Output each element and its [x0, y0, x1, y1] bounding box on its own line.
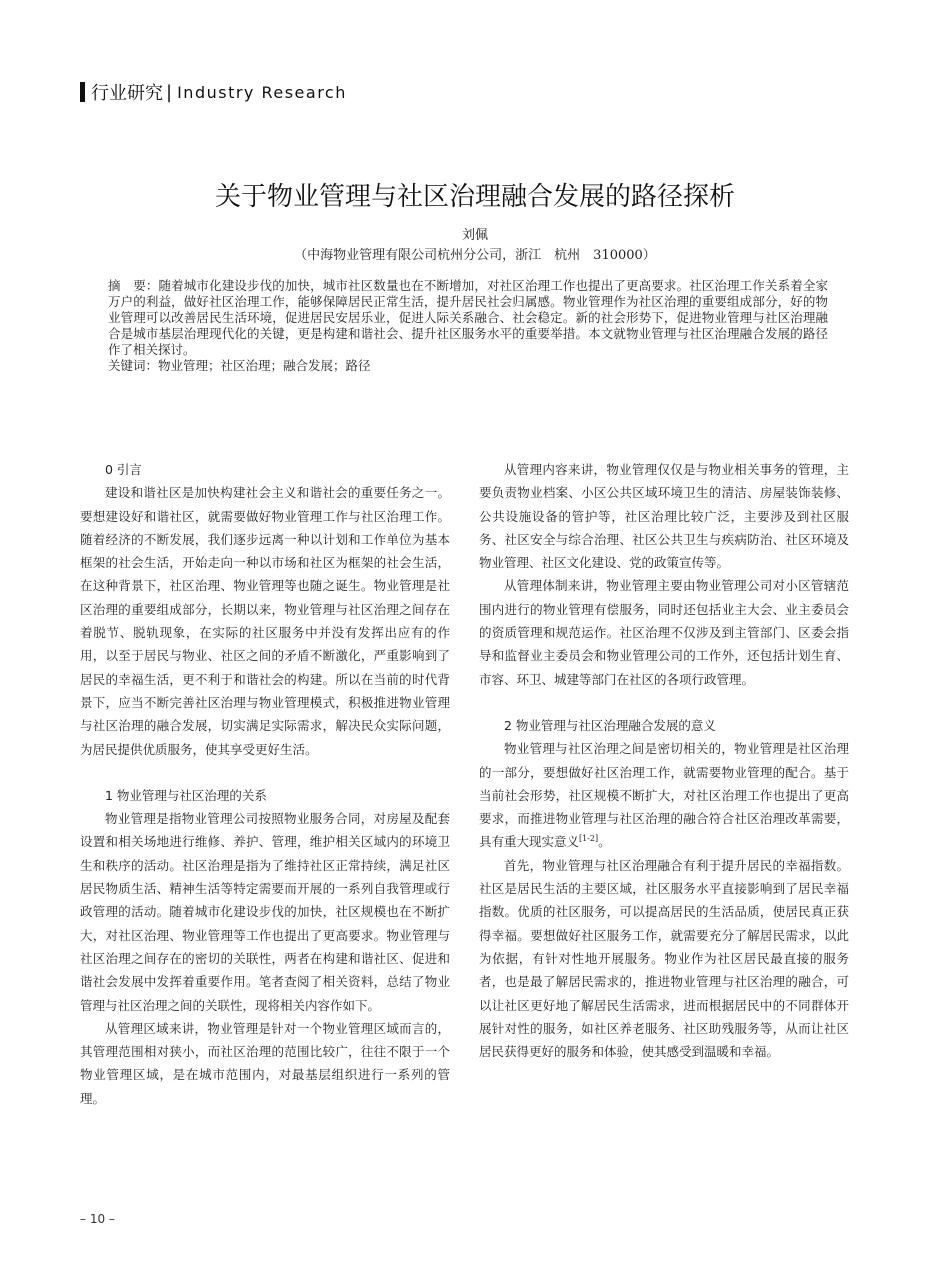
abstract-text: 摘 要：随着城市化建设步伐的加快，城市社区数量也在不断增加，对社区治理工作也提出了更高要求。社区治理工作关系着全家万户的利益，做好社区治理工作，能够保障居民正常生活，提升居民社会归属感。物业管理作为社区治理的重要组成部分，好的物业管理可以改善居民生活环境，促进居民安居乐业，促进人际关系融合、社会稳定。新的社会形势下，促进物业管理与社区治理融合是城市基层治理现代化的关键，更是构建和谐社会、提升社区服务水平的重要举措。本文就物业管理与社区治理融合发展的路径作了相关探讨。 [108, 278, 828, 357]
author: 刘佩 [461, 228, 488, 243]
paragraph: 首先，物业管理与社区治理融合有利于提升居民的幸福指数。社区是居民生活的主要区域，社区服务水平直接影响到了居民幸福指数。优质的社区服务，可以提高居民的生活品质，使居民真正获得幸福。要想做好社区服务工作，就需要充分了解居民需求，以此为依据，有针对性地开展服务。物业作为社区居民最直接的服务者，也是最了解居民需求的，推进物业管理与社区治理的融合，可以让社区更好地了解居民生活需求，进而根据居民中的不同群体开展针对性的服务，如社区养老服务、社区助残服务等，从而让社区居民获得更好的服务和体验，使其感受到温暖和幸福。 [479, 857, 849, 1060]
header-cn: 行业研究 [91, 83, 163, 104]
header-separator: | [166, 81, 173, 103]
paragraph-text: 物业管理与社区治理之间是密切相关的，物业管理是社区治理的一部分，要想做好社区治理工作，就需要物业管理的配合。基于当前社会形势，社区规模不断扩大，对社区治理工作也提出了更高要求，而推进物业管理与社区治理的融合符合社区治理改革需要，具有重大现实意义 [479, 741, 849, 850]
paragraph: 从管理体制来讲，物业管理主要由物业管理公司对小区管辖范围内进行的物业管理有偿服务，同时还包括业主大会、业主委员会的资质管理和规范运作。社区治理不仅涉及到主管部门、区委会指导和监督业主委员会和物业管理公司的工作外，还包括计划生育、市容、环卫、城建等部门在社区的各项行政管理。 [479, 578, 849, 687]
header-bar [80, 82, 85, 102]
paragraph: 从管理内容来讲，物业管理仅仅是与物业相关事务的管理，主要负责物业档案、小区公共区域环境卫生的清洁、房屋装饰装修、公共设施设备的管护等，社区治理比较广泛，主要涉及到社区服务、社区安全与综合治理、社区公共卫生与疾病防治、社区环境及物业管理、社区文化建设、党的政策宣传等。 [479, 462, 849, 571]
abstract-block [108, 278, 828, 374]
affiliation: （中海物业管理有限公司杭州分公司，浙江 杭州 310000） [294, 248, 656, 263]
section-heading-relationship: 1 物业管理与社区治理的关系 [105, 787, 267, 803]
section-header [80, 80, 347, 104]
article-title: 关于物业管理与社区治理融合发展的路径探析 [214, 182, 735, 212]
right-column [479, 458, 849, 1063]
paragraph [479, 737, 849, 853]
paragraph: 物业管理是指物业管理公司按照物业服务合同，对房屋及配套设置和相关场地进行维修、养护、管理，维护相关区域内的环境卫生和秩序的活动。社区治理是指为了维持社区正常持续，满足社区居民物质生活、精神生活等特定需要而开展的一系列自我管理或行政管理的活动。随着城市化建设步伐的加快，社区规模也在不断扩大，对社区治理、物业管理等工作也提出了更高要求。物业管理与社区治理之间存在的密切的关联性，两者在构建和谐社区、促进和谐社会发展中发挥着重要作用。笔者查阅了相关资料，总结了物业管理与社区治理之间的关联性，现将相关内容作如下。 [80, 811, 450, 1013]
paragraph: 从管理区域来讲，物业管理是针对一个物业管理区域而言的，其管理范围相对狭小，而社区治理的范围比较广，往往不限于一个物业管理区域，是在城市范围内，对最基层组织进行一系列的管理。 [80, 1020, 450, 1106]
citation: [1-2] [579, 834, 599, 844]
page-number: – 10 – [80, 1212, 115, 1226]
section-heading-intro: 0 引言 [105, 462, 142, 477]
left-column [80, 458, 450, 1110]
paragraph-end: 。 [598, 834, 611, 850]
header-en: Industry Research [177, 82, 347, 102]
paragraph: 建设和谐社区是加快构建社会主义和谐社会的重要任务之一。要想建设好和谐社区，就需要做好物业管理工作与社区治理工作。随着经济的不断发展，我们逐步远离一种以计划和工作单位为基本框架的社会生活，开始走向一种以市场和社区为框架的社会生活，在这种背景下，社区治理、物业管理等也随之诞生。物业管理是社区治理的重要组成部分，长期以来，物业管理与社区治理之间存在着脱节、脱轨现象，在实际的社区服务中并没有发挥出应有的作用，以至于居民与物业、社区之间的矛盾不断激化，严重影响到了居民的幸福生活，更不利于和谐社会的构建。所以在当前的时代背景下，应当不断完善社区治理与物业管理模式，积极推进物业管理与社区治理的融合发展，切实满足实际需求，解决民众实际问题，为居民提供优质服务，使其享受更好生活。 [80, 485, 450, 757]
section-heading-significance: 2 物业管理与社区治理融合发展的意义 [504, 717, 716, 733]
keywords: 关键词：物业管理；社区治理；融合发展；路径 [108, 358, 371, 373]
